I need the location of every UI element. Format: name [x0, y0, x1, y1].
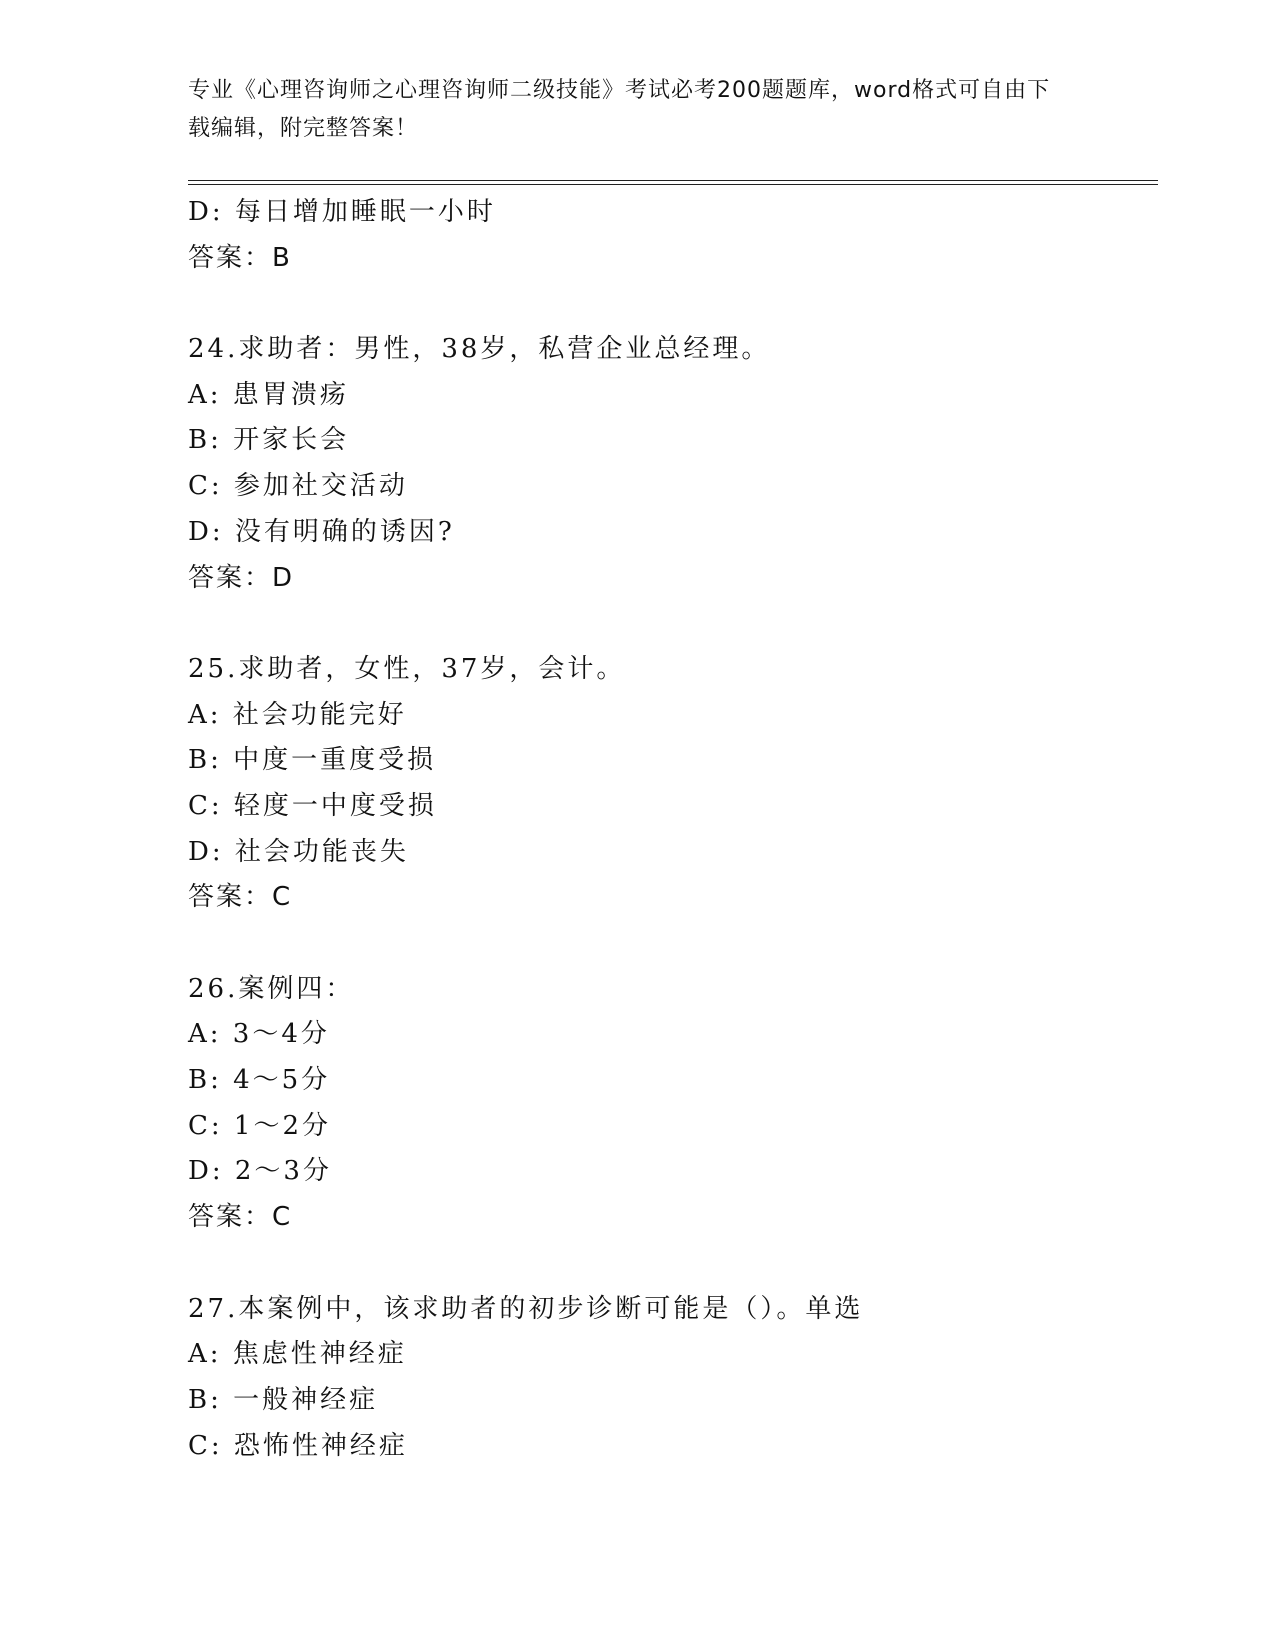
answer-key: 答案：B	[188, 242, 292, 273]
document-header: 专业《心理咨询师之心理咨询师二级技能》考试必考200题题库，word格式可自由下载编辑，附完整答案！	[188, 78, 1051, 141]
answer-option: B: 中度一重度受损	[188, 745, 437, 776]
answer-option: A: 社会功能完好	[188, 699, 407, 730]
answer-option: D: 没有明确的诱因?	[188, 516, 455, 547]
answer-option: C: 1～2分	[188, 1110, 332, 1141]
answer-option: D: 社会功能丧失	[188, 836, 409, 867]
header-rule-top	[188, 180, 1158, 181]
answer-option: A: 患胃溃疡	[188, 379, 349, 410]
answer-option: C: 轻度一中度受损	[188, 790, 437, 821]
answer-option: B: 4～5分	[188, 1065, 331, 1096]
question-stem: 26.案例四：	[188, 973, 355, 1004]
answer-option: B: 一般神经症	[188, 1384, 379, 1415]
answer-option: A: 焦虑性神经症	[188, 1339, 407, 1370]
answer-option: C: 参加社交活动	[188, 471, 408, 502]
spacer	[188, 281, 1148, 327]
question-stem: 25.求助者，女性，37岁，会计。	[188, 653, 626, 684]
answer-option: D: 每日增加睡眠一小时	[188, 197, 496, 227]
question-stem: 24.求助者：男性，38岁，私营企业总经理。	[188, 334, 771, 365]
answer-option: A: 3～4分	[188, 1019, 330, 1050]
answer-key: 答案：C	[188, 882, 293, 913]
spacer	[188, 601, 1148, 647]
answer-option: B: 开家长会	[188, 425, 350, 456]
answer-option: C: 恐怖性神经症	[188, 1430, 408, 1461]
question-list	[188, 190, 1148, 1469]
answer-key: 答案：C	[188, 1202, 293, 1233]
answer-key: 答案：D	[188, 562, 295, 593]
answer-option: D: 2～3分	[188, 1156, 332, 1187]
spacer	[188, 921, 1148, 967]
question-stem: 27.本案例中，该求助者的初步诊断可能是（）。单选	[188, 1293, 864, 1324]
header-rule-bottom	[188, 184, 1158, 185]
spacer	[188, 1241, 1148, 1287]
